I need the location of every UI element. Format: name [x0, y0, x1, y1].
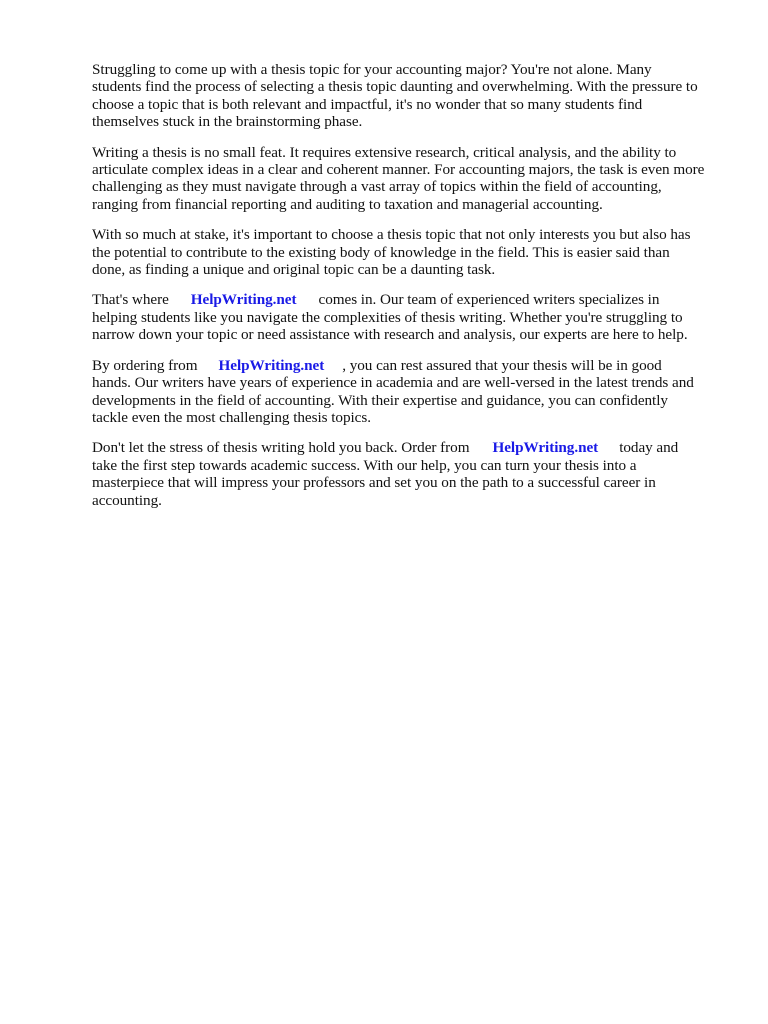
paragraph-call-to-action — [92, 439, 728, 509]
text-line-with-link — [92, 291, 728, 308]
text-fragment: By ordering from — [92, 356, 198, 374]
text-line-with-link — [92, 439, 728, 456]
text-line: challenging as they must navigate through a vast array of topics within the field of accounting, — [92, 178, 662, 196]
paragraph-challenge — [92, 144, 728, 214]
text-line: choose a topic that is both relevant and impactful, it's no wonder that so many students find — [92, 95, 643, 113]
text-line: Writing a thesis is no small feat. It requires extensive research, critical analysis, and the ability to — [92, 143, 677, 161]
text-line: With so much at stake, it's important to choose a thesis topic that not only interests you but also has — [92, 226, 691, 244]
text-line: done, as finding a unique and original topic can be a daunting task. — [92, 261, 496, 279]
text-line-with-link — [92, 357, 728, 374]
text-fragment: today and — [619, 439, 679, 457]
text-line: the potential to contribute to the existing body of knowledge in the field. This is easier said than — [92, 243, 670, 261]
text-line: tackle even the most challenging thesis topics. — [92, 408, 371, 426]
text-fragment: Don't let the stress of thesis writing hold you back. Order from — [92, 439, 470, 457]
text-fragment: , you can rest assured that your thesis will be in good — [342, 356, 662, 374]
text-line: developments in the field of accounting. With their expertise and guidance, you can confidently — [92, 391, 668, 409]
paragraph-ordering — [92, 357, 728, 427]
text-line: hands. Our writers have years of experience in academia and are well-versed in the latest trends and — [92, 374, 694, 392]
text-line: masterpiece that will impress your professors and set you on the path to a successful career in — [92, 474, 656, 492]
document-page — [92, 61, 728, 522]
text-fragment: That's where — [92, 291, 169, 309]
paragraph-stakes — [92, 226, 728, 278]
text-line: narrow down your topic or need assistance with research and analysis, our experts are here to help. — [92, 326, 688, 344]
text-line: Struggling to come up with a thesis topic for your accounting major? You're not alone. Many — [92, 61, 652, 78]
text-line: students find the process of selecting a thesis topic daunting and overwhelming. With the pressure to — [92, 78, 698, 96]
text-line: take the first step towards academic success. With our help, you can turn your thesis into a — [92, 456, 637, 474]
helpwriting-link[interactable]: HelpWriting.net — [218, 356, 325, 374]
text-line: themselves stuck in the brainstorming phase. — [92, 113, 363, 131]
helpwriting-link[interactable]: HelpWriting.net — [492, 439, 599, 457]
helpwriting-link[interactable]: HelpWriting.net — [190, 291, 297, 309]
text-line: ranging from financial reporting and auditing to taxation and managerial accounting. — [92, 195, 603, 213]
text-fragment: comes in. Our team of experienced writers specializes in — [318, 291, 660, 309]
paragraph-intro — [92, 61, 728, 131]
text-line: helping students like you navigate the complexities of thesis writing. Whether you're struggling to — [92, 308, 683, 326]
paragraph-service — [92, 291, 728, 343]
text-line: accounting. — [92, 491, 162, 509]
text-line: articulate complex ideas in a clear and coherent manner. For accounting majors, the task is even more — [92, 161, 705, 179]
